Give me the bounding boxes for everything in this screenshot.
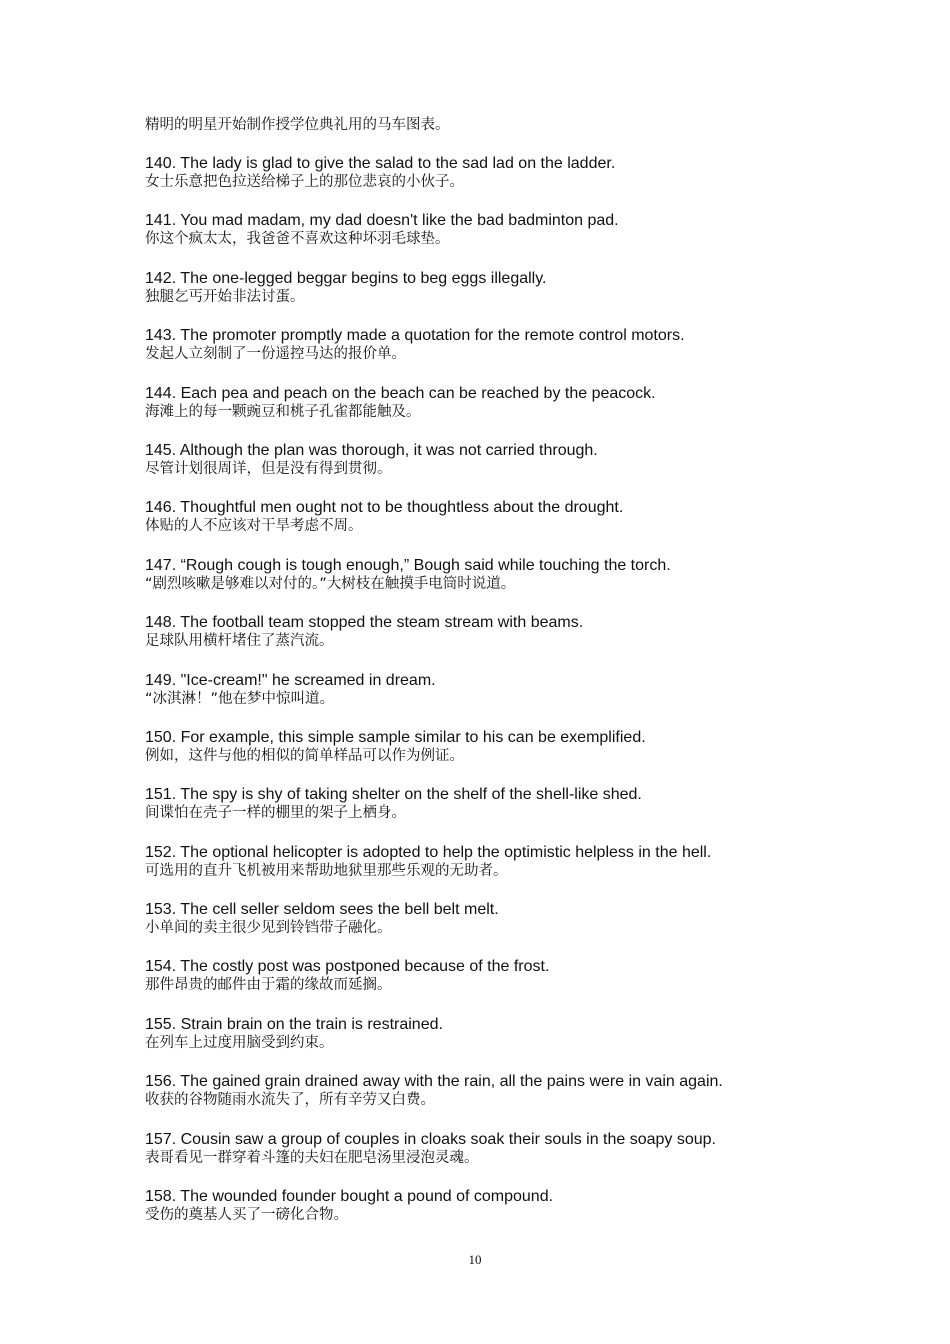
english-sentence: 140. The lady is glad to give the salad to the sad lad on the ladder. (145, 155, 616, 172)
chinese-translation: “剧烈咳嗽是够难以对付的。”大树枝在触摸手电筒时说道。 (145, 575, 516, 592)
chinese-translation: 足球队用横杆堵住了蒸汽流。 (145, 633, 334, 650)
chinese-translation: 独腿乞丐开始非法讨蛋。 (145, 288, 305, 305)
sentence-entry (145, 728, 845, 766)
english-sentence: 155. Strain brain on the train is restrained. (145, 1015, 443, 1033)
sentence-entry (145, 441, 845, 479)
chinese-translation: 尽管计划很周详，但是没有得到贯彻。 (145, 460, 392, 477)
english-sentence: 147. “Rough cough is tough enough,” Bough said while touching the torch. (145, 556, 671, 574)
english-sentence: 151. The spy is shy of taking shelter on the shelf of the shell-like shed. (145, 786, 642, 804)
chinese-translation: 那件昂贵的邮件由于霜的缘故而延搁。 (145, 977, 392, 994)
chinese-translation: 在列车上过度用脑受到约束。 (145, 1034, 334, 1051)
sentence-entry (145, 384, 845, 422)
sentence-entry (145, 498, 845, 536)
chinese-translation: 体贴的人不应该对干旱考虑不周。 (145, 518, 363, 535)
chinese-translation: 受伤的奠基人买了一磅化合物。 (145, 1207, 348, 1224)
english-sentence: 142. The one-legged beggar begins to beg eggs illegally. (145, 269, 547, 287)
english-sentence: 144. Each pea and peach on the beach can be reached by the peacock. (145, 384, 656, 402)
entry-list (145, 154, 845, 1225)
chinese-translation: “冰淇淋！”他在梦中惊叫道。 (145, 690, 335, 707)
sentence-entry (145, 269, 845, 307)
sentence-entry (145, 154, 845, 192)
sentence-entry (145, 556, 845, 594)
chinese-translation: 女士乐意把色拉送给梯子上的那位悲哀的小伙子。 (145, 174, 464, 190)
english-sentence: 154. The costly post was postponed because of the frost. (145, 958, 550, 976)
sentence-entry (145, 613, 845, 651)
english-sentence: 149. "Ice-cream!" he screamed in dream. (145, 671, 436, 689)
sentence-entry (145, 1072, 845, 1110)
english-sentence: 143. The promoter promptly made a quotation for the remote control motors. (145, 327, 685, 345)
chinese-translation: 你这个疯太太，我爸爸不喜欢这种坏羽毛球垫。 (145, 231, 450, 248)
english-sentence: 148. The football team stopped the steam stream with beams. (145, 614, 584, 632)
sentence-entry (145, 326, 845, 364)
sentence-entry (145, 900, 845, 938)
sentence-entry (145, 211, 845, 249)
sentence-entry (145, 1015, 845, 1053)
chinese-translation: 小单间的卖主很少见到铃铛带子融化。 (145, 920, 392, 937)
page-number: 10 (468, 1252, 482, 1267)
chinese-translation: 海滩上的每一颗豌豆和桃子孔雀都能触及。 (145, 403, 421, 420)
sentence-entry (145, 957, 845, 995)
sentence-entry (145, 843, 845, 881)
english-sentence: 153. The cell seller seldom sees the bell belt melt. (145, 901, 499, 919)
english-sentence: 150. For example, this simple sample similar to his can be exemplified. (145, 728, 646, 746)
english-sentence: 158. The wounded founder bought a pound of compound. (145, 1188, 554, 1206)
sentence-entry (145, 785, 845, 823)
english-sentence: 141. You mad madam, my dad doesn't like the bad badminton pad. (145, 212, 619, 230)
chinese-translation: 可选用的直升飞机被用来帮助地狱里那些乐观的无助者。 (145, 862, 508, 879)
english-sentence: 152. The optional helicopter is adopted to help the optimistic helpless in the hell. (145, 843, 712, 861)
chinese-translation: 发起人立刻制了一份遥控马达的报价单。 (145, 346, 406, 363)
sentence-entry (145, 1130, 845, 1168)
chinese-translation: 间谍怕在壳子一样的棚里的架子上栖身。 (145, 805, 406, 822)
english-sentence: 157. Cousin saw a group of couples in cloaks soak their souls in the soapy soup. (145, 1130, 716, 1148)
intro-line: 精明的明星开始制作授学位典礼用的马车图表。 (145, 117, 450, 133)
text-body (145, 116, 845, 1244)
english-sentence: 156. The gained grain drained away with the rain, all the pains were in vain again. (145, 1073, 723, 1091)
english-sentence: 146. Thoughtful men ought not to be thoughtless about the drought. (145, 499, 624, 517)
english-sentence: 145. Although the plan was thorough, it was not carried through. (145, 441, 598, 459)
chinese-translation: 例如，这件与他的相似的简单样品可以作为例证。 (145, 747, 464, 764)
chinese-translation: 收获的谷物随雨水流失了，所有辛劳又白费。 (145, 1092, 435, 1109)
sentence-entry (145, 1187, 845, 1225)
chinese-translation: 表哥看见一群穿着斗篷的夫妇在肥皂汤里浸泡灵魂。 (145, 1149, 479, 1166)
sentence-entry (145, 671, 845, 709)
